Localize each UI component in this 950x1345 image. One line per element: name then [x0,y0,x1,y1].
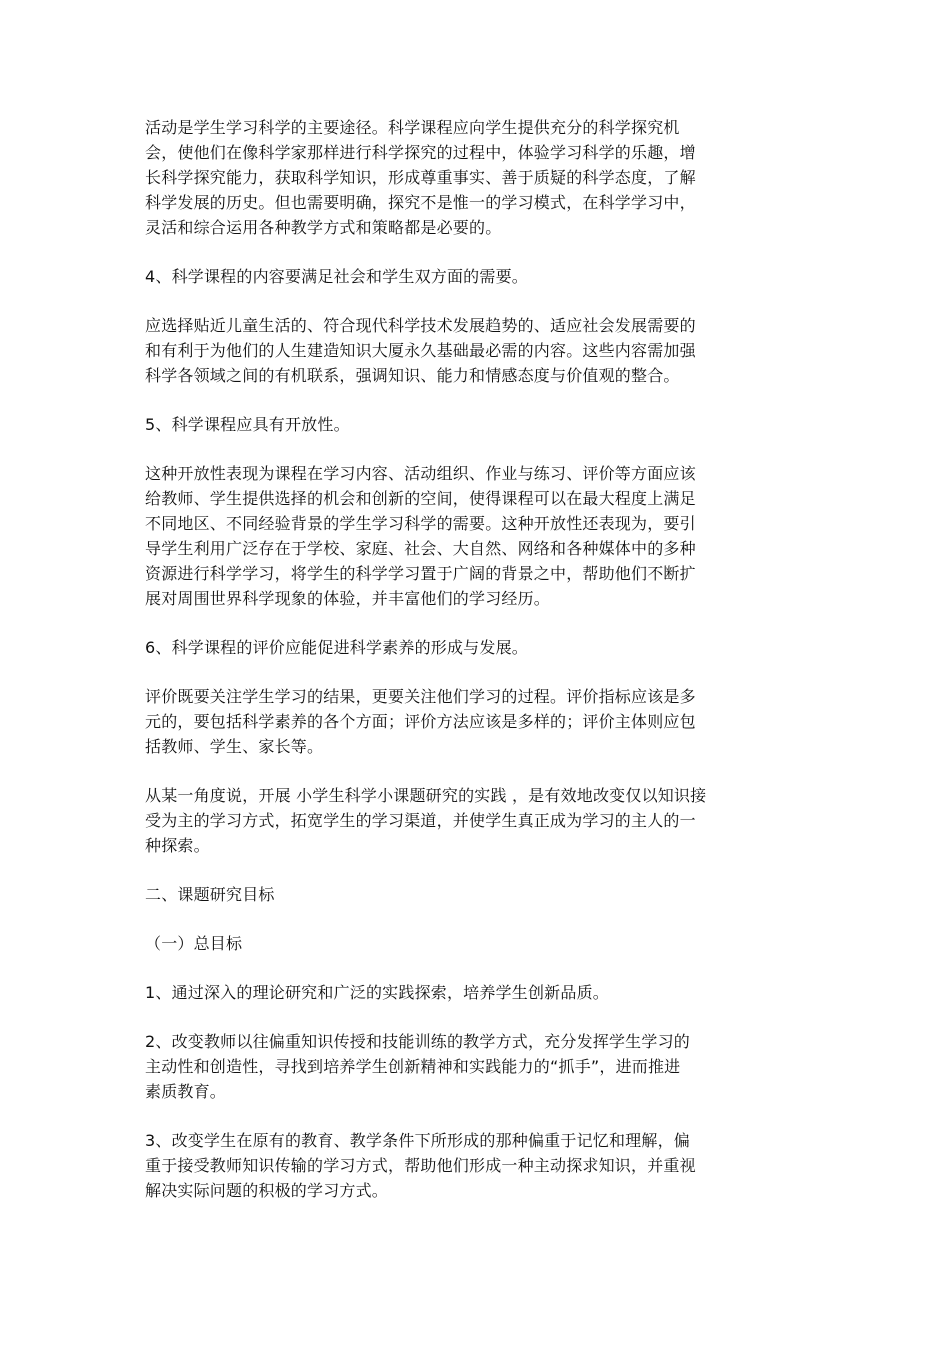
text-line: 1、通过深入的理论研究和广泛的实践探索，培养学生创新品质。 [145,983,609,1002]
document-body [145,115,805,1203]
text-line: 长科学探究能力，获取科学知识，形成尊重事实、善于质疑的科学态度，了解 [145,168,696,187]
text-line: 科学各领域之间的有机联系，强调知识、能力和情感态度与价值观的整合。 [145,366,680,385]
text-line: 不同地区、不同经验背景的学生学习科学的需要。这种开放性还表现为，要引 [145,514,696,533]
section-item-heading [145,412,805,437]
text-line: 应选择贴近儿童生活的、符合现代科学技术发展趋势的、适应社会发展需要的 [145,316,696,335]
text-line: 资源进行科学学习，将学生的科学学习置于广阔的背景之中，帮助他们不断扩 [145,564,696,583]
text-line: 4、科学课程的内容要满足社会和学生双方面的需要。 [145,267,528,286]
text-line: （一）总目标 [145,934,243,953]
text-line: 这种开放性表现为课程在学习内容、活动组织、作业与练习、评价等方面应该 [145,464,696,483]
text-line: 从某一角度说，开展 小学生科学小课题研究的实践 ，是有效地改变仅以知识接 [145,786,707,805]
goal-item [145,980,805,1005]
text-line: 评价既要关注学生学习的结果，更要关注他们学习的过程。评价指标应该是多 [145,687,696,706]
text-line: 二、课题研究目标 [145,885,275,904]
body-paragraph [145,783,805,858]
text-line: 给教师、学生提供选择的机会和创新的空间，使得课程可以在最大程度上满足 [145,489,696,508]
text-line: 5、科学课程应具有开放性。 [145,415,350,434]
text-line: 科学发展的历史。但也需要明确，探究不是惟一的学习模式，在科学学习中， [145,193,696,212]
section-item-heading [145,635,805,660]
text-line: 解决实际问题的积极的学习方式。 [145,1181,389,1200]
text-line: 受为主的学习方式，拓宽学生的学习渠道，并使学生真正成为学习的主人的一 [145,811,696,830]
text-line: 2、改变教师以往偏重知识传授和技能训练的教学方式，充分发挥学生学习的 [145,1032,690,1051]
section-item-heading [145,264,805,289]
text-line: 会，使他们在像科学家那样进行科学探究的过程中，体验学习科学的乐趣，增 [145,143,696,162]
text-line: 展对周围世界科学现象的体验，并丰富他们的学习经历。 [145,589,551,608]
text-line: 活动是学生学习科学的主要途径。科学课程应向学生提供充分的科学探究机 [145,118,680,137]
text-line: 括教师、学生、家长等。 [145,737,324,756]
text-line: 6、科学课程的评价应能促进科学素养的形成与发展。 [145,638,528,657]
body-paragraph [145,115,805,240]
section-heading [145,882,805,907]
text-line: 和有利于为他们的人生建造知识大厦永久基础最必需的内容。这些内容需加强 [145,341,696,360]
body-paragraph [145,313,805,388]
goal-item [145,1128,805,1203]
text-line: 重于接受教师知识传输的学习方式，帮助他们形成一种主动探求知识，并重视 [145,1156,696,1175]
text-line: 灵活和综合运用各种教学方式和策略都是必要的。 [145,218,502,237]
goal-item [145,1029,805,1104]
text-line: 素质教育。 [145,1082,227,1101]
text-line: 3、改变学生在原有的教育、教学条件下所形成的那种偏重于记忆和理解，偏 [145,1131,690,1150]
text-line: 导学生利用广泛存在于学校、家庭、社会、大自然、网络和各种媒体中的多种 [145,539,696,558]
text-line: 种探索。 [145,836,210,855]
subsection-heading [145,931,805,956]
text-line: 元的，要包括科学素养的各个方面；评价方法应该是多样的；评价主体则应包 [145,712,696,731]
body-paragraph [145,684,805,759]
text-line: 主动性和创造性，寻找到培养学生创新精神和实践能力的“抓手”，进而推进 [145,1057,681,1076]
body-paragraph [145,461,805,611]
